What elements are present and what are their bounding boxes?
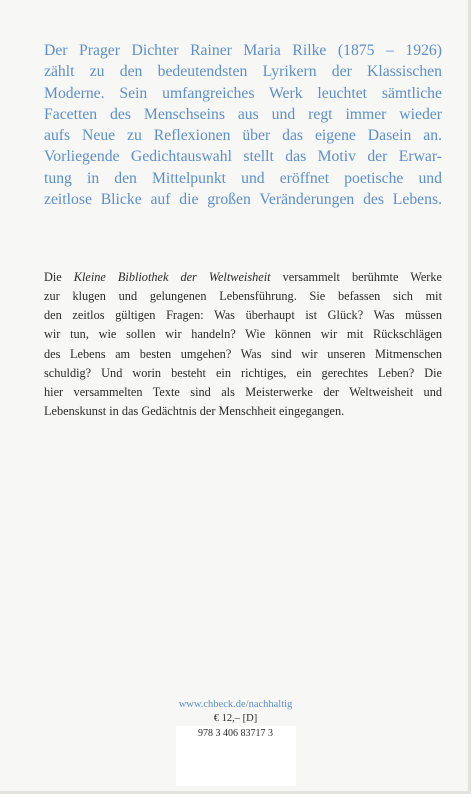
isbn-number: 978 3 406 83717 3: [198, 728, 273, 739]
blurb-line: zeitlose Blicke auf die großen Veränderungen des Lebens.: [44, 191, 442, 209]
price-label: € 12,– [D]: [213, 713, 258, 724]
series-description: [44, 268, 442, 421]
blurb-line: aufs Neue zu Reflexionen über das eigene Dasein an.: [44, 127, 442, 145]
series-intro-line: [44, 268, 442, 287]
blurb-line: Vorliegende Gedichtauswahl stellt das Motiv der Erwar-: [44, 148, 442, 166]
series-line: schuldig? Und worin besteht ein richtiges, ein gerechtes Leben? Die: [44, 365, 442, 380]
series-line: den zeitlos gültigen Fragen: Was überhaupt ist Glück? Was müssen: [44, 308, 442, 323]
blurb-line: zählt zu den bedeutendsten Lyrikern der Klassischen: [44, 63, 442, 81]
series-intro-prefix: Die: [44, 270, 74, 284]
book-blurb: [44, 40, 442, 210]
series-line: des Lebens am besten umgehen? Was sind wir unseren Mitmenschen: [44, 346, 442, 361]
series-line: wir tun, wie sollen wir handeln? Wie können wir mit Rückschlägen: [44, 327, 442, 342]
blurb-line: tung in den Mittelpunkt und eröffnet poetische und: [44, 169, 442, 187]
publisher-url[interactable]: www.chbeck.de/nachhaltig: [178, 699, 293, 710]
series-line: hier versammelten Texte sind als Meisterwerke der Weltweisheit und: [44, 384, 442, 399]
blurb-line: Der Prager Dichter Rainer Maria Rilke (1875 – 1926): [44, 42, 442, 59]
series-line: zur klugen und gelungenen Lebensführung. Sie befassen sich mit: [44, 289, 442, 304]
series-intro-suffix: versammelt berühmte Werke: [270, 270, 442, 284]
barcode-area: [176, 726, 296, 786]
blurb-line: Moderne. Sein umfangreiches Werk leuchtet sämtliche: [44, 84, 442, 102]
series-title: Kleine Bibliothek der Weltweisheit: [73, 270, 271, 284]
series-line: Lebenskunst in das Gedächtnis der Menschheit eingegangen.: [44, 404, 345, 419]
blurb-line: Facetten des Menschseins aus und regt immer wieder: [44, 105, 442, 123]
publisher-footer: [0, 698, 471, 791]
